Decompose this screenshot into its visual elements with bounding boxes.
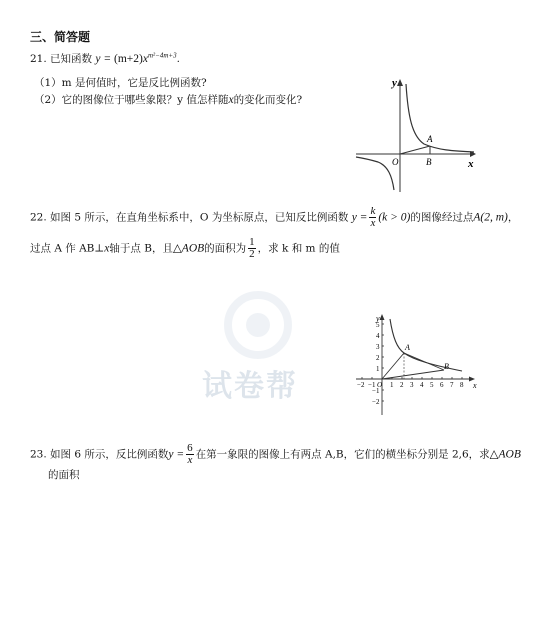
q21-part2-var: x xyxy=(228,94,234,106)
q22-xtick-1: 1 xyxy=(390,381,394,389)
q22-ytick-neg2: −2 xyxy=(372,398,380,406)
q22-fraction xyxy=(369,206,376,229)
q22-xtick-neg1: −1 xyxy=(368,381,376,389)
q21-origin-label: O xyxy=(392,157,399,167)
q21-stem-suffix: . xyxy=(176,53,180,65)
q22-xtick-5: 5 xyxy=(430,381,434,389)
q21-y-label: y xyxy=(392,77,397,89)
q22-area-num: 1 xyxy=(249,236,255,248)
q22-line2-mid: 轴于点 B，且 xyxy=(109,242,173,255)
q22-xtick-7: 7 xyxy=(450,381,454,389)
q23-number: 23. xyxy=(30,448,47,461)
q23-mid: 在第一象限的图像上有两点 A,B，它们的横坐标分别是 2,6，求 xyxy=(195,448,490,461)
q22-x-label: x xyxy=(473,381,477,390)
q22-xtick-2: 2 xyxy=(400,381,404,389)
q23-prefix: 如图 6 所示，反比例函数 xyxy=(50,448,169,461)
q21-stem xyxy=(30,51,180,66)
q21-segment-oa xyxy=(400,146,430,154)
q21-part2-prefix: （2）它的图像位于哪些象限？y 值怎样随 xyxy=(34,94,229,106)
q21-graph xyxy=(352,76,482,196)
q21-stem-prefix: 已知函数 xyxy=(50,53,93,65)
q22-number: 22. xyxy=(30,211,47,224)
q22-frac-num: k xyxy=(370,205,376,217)
q22-segment-oa xyxy=(382,353,404,379)
q22-xtick-4: 4 xyxy=(420,381,424,389)
q22-line1-prefix: 如图 5 所示，在直角坐标系中，O 为坐标原点，已知反比例函数 xyxy=(50,211,349,224)
q21-curve-q1 xyxy=(406,84,474,152)
q22-point-text: A(2, m) xyxy=(473,211,508,224)
q22-point-a: A xyxy=(405,343,410,352)
q22-xtick-3: 3 xyxy=(410,381,414,389)
q22-func-lhs: y = xyxy=(351,211,368,224)
q22-line1 xyxy=(30,206,518,229)
q22-graph xyxy=(352,313,480,419)
q22-triangle: △AOB xyxy=(172,242,205,255)
q23-fraction xyxy=(186,443,194,466)
q22-area-den: 2 xyxy=(249,248,255,260)
q22-ytick-5: 5 xyxy=(376,321,380,329)
q22-line2-end: ，求 k 和 m 的值 xyxy=(257,242,340,255)
q21-number: 21. xyxy=(30,53,47,65)
q22-xtick-8: 8 xyxy=(460,381,464,389)
q22-curve xyxy=(390,319,462,371)
q22-y-tick-labels xyxy=(372,321,383,406)
q23-triangle: △AOB xyxy=(489,448,521,461)
q22-line2 xyxy=(30,237,340,260)
q21-y-arrow xyxy=(397,79,403,86)
q23-line1 xyxy=(30,443,521,466)
q22-area-fraction xyxy=(248,237,256,260)
q23-func-lhs: y = xyxy=(168,448,185,461)
q22-line2-mid2: 的面积为 xyxy=(204,242,247,255)
q21-func-lhs: y = xyxy=(95,53,115,65)
q21-exponent: m²−4m+3 xyxy=(147,51,177,60)
q22-y-label: y xyxy=(376,314,380,323)
q23-frac-num: 6 xyxy=(187,442,193,454)
q22-line2-prefix: 过点 A 作 AB⊥ xyxy=(30,242,105,255)
q22-xtick-neg2: −2 xyxy=(357,381,365,389)
q22-ytick-2: 2 xyxy=(376,354,380,362)
q22-segment-ab xyxy=(404,353,444,370)
q22-line1-end: ， xyxy=(507,211,519,224)
q21-x-label: x xyxy=(468,158,474,170)
q23-line2: 的面积 xyxy=(48,469,80,481)
watermark-text: 试卷帮 xyxy=(202,369,298,404)
q22-cond: (k > 0) xyxy=(378,211,411,224)
q22-ytick-3: 3 xyxy=(376,343,380,351)
q22-ytick-1: 1 xyxy=(376,365,380,373)
q21-point-b: B xyxy=(426,157,432,167)
section-title: 三、简答题 xyxy=(30,30,91,44)
q21-func-paren: (m+2) xyxy=(114,53,143,65)
q23-frac-den: x xyxy=(187,454,193,466)
q22-line2-x: x xyxy=(104,242,110,255)
q21-part2-suffix: 的变化而变化? xyxy=(233,94,303,106)
q22-ytick-4: 4 xyxy=(376,332,380,340)
q21-func-x: x xyxy=(142,53,148,65)
q22-y-arrow xyxy=(380,314,385,320)
q22-xtick-origin: O xyxy=(377,381,383,389)
q22-frac-den: x xyxy=(370,217,376,229)
q22-xtick-6: 6 xyxy=(440,381,444,389)
q21-point-a: A xyxy=(427,134,433,144)
q22-segment-ob xyxy=(382,370,444,379)
q22-line1-mid: 的图像经过点 xyxy=(410,211,474,224)
q21-part2 xyxy=(34,92,302,107)
q21-part1: （1）m 是何值时，它是反比例函数? xyxy=(34,77,207,89)
q22-point-b: B xyxy=(444,362,449,371)
q22-ytick-neg1: −1 xyxy=(372,387,380,395)
q21-curve-q3 xyxy=(356,157,394,190)
